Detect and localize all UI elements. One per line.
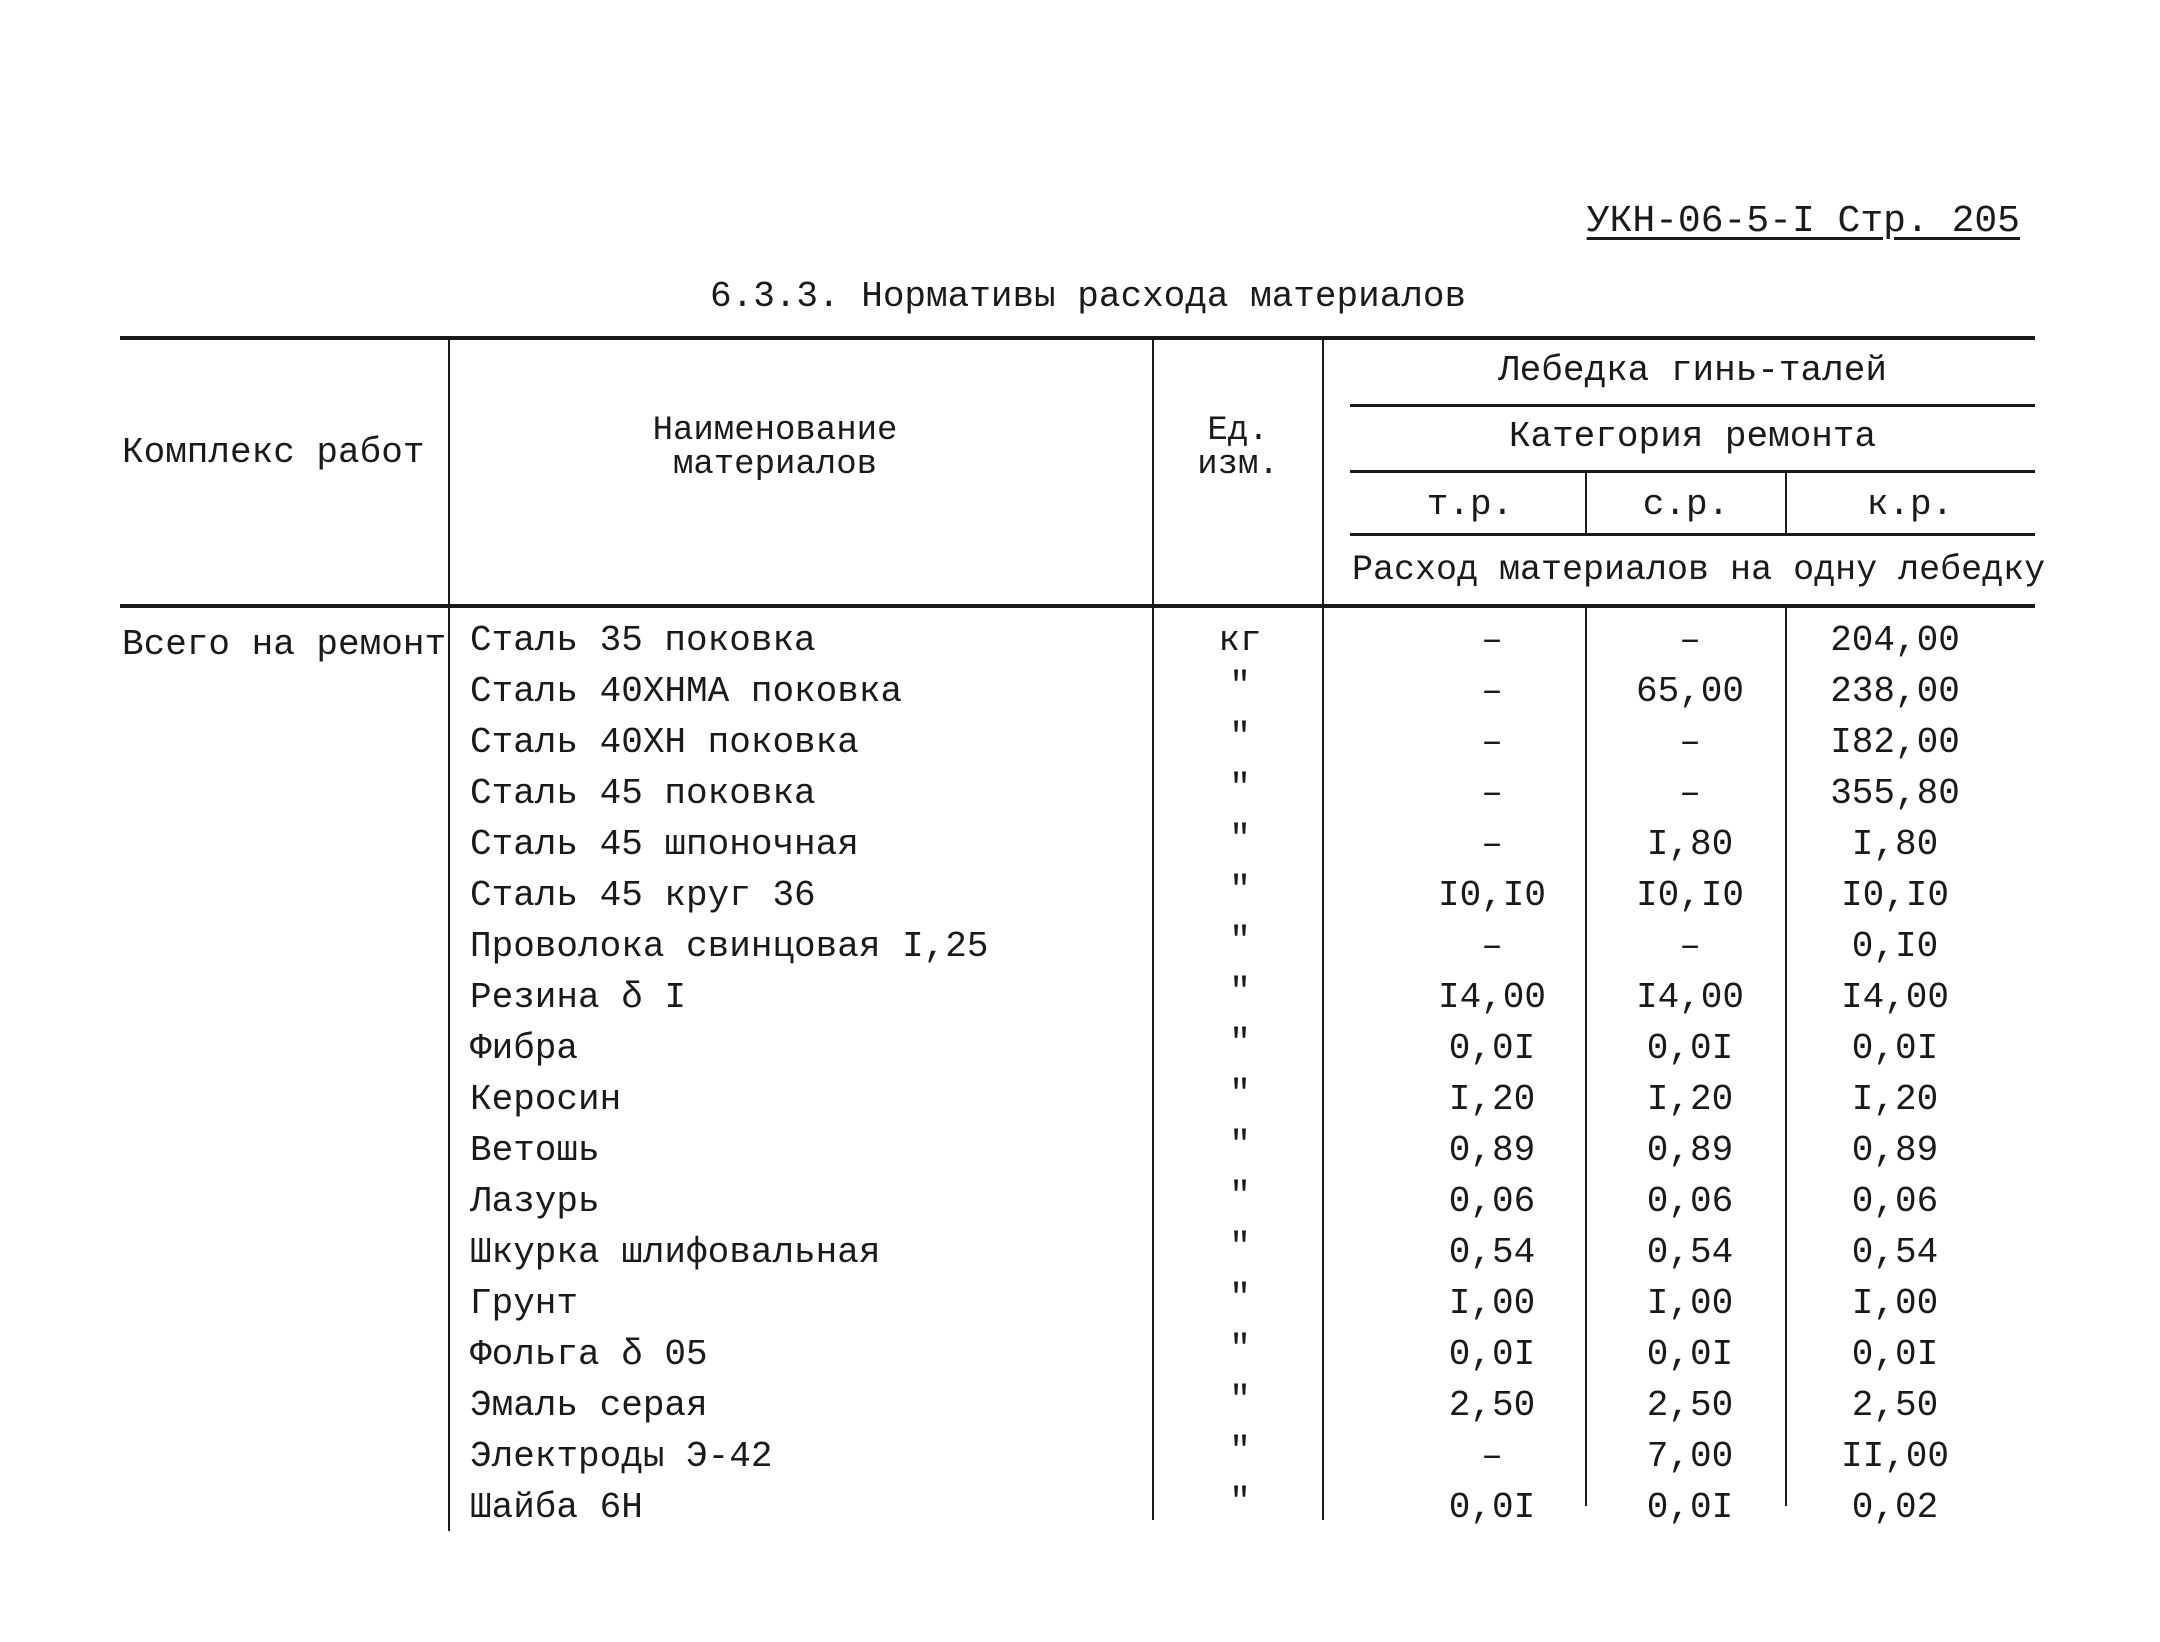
- row-8-tr: 0,0I: [1448, 1028, 1536, 1069]
- row-2-unit: ": [1229, 717, 1251, 758]
- row-17-unit: ": [1229, 1482, 1251, 1523]
- row-9-sr: I,20: [1646, 1079, 1734, 1120]
- row-17-kr: 0,02: [1851, 1487, 1939, 1528]
- row-7-name: Резина δ I: [470, 977, 687, 1018]
- row-5-name: Сталь 45 круг 36: [470, 875, 816, 916]
- row-4-name: Сталь 45 шпоночная: [470, 824, 859, 865]
- column-divider-4-upper: [1585, 472, 1587, 534]
- table-top-rule: [120, 336, 2035, 340]
- row-3-kr: 355,80: [1830, 773, 1960, 814]
- row-15-sr: 2,50: [1646, 1385, 1734, 1426]
- row-11-unit: ": [1229, 1176, 1251, 1217]
- row-6-tr: –: [1481, 926, 1503, 967]
- column-divider-1: [448, 336, 450, 1531]
- row-2-tr: –: [1481, 722, 1503, 763]
- row-10-sr: 0,89: [1646, 1130, 1734, 1171]
- row-9-kr: I,20: [1851, 1079, 1939, 1120]
- row-3-tr: –: [1481, 773, 1503, 814]
- row-12-tr: 0,54: [1448, 1232, 1536, 1273]
- header-category: Категория ремонта: [1508, 416, 1877, 457]
- row-3-unit: ": [1229, 768, 1251, 809]
- row-16-sr: 7,00: [1646, 1436, 1734, 1477]
- row-12-unit: ": [1229, 1227, 1251, 1268]
- subcolumn-divider-rule: [1350, 533, 2035, 536]
- row-8-name: Фибра: [470, 1028, 579, 1069]
- row-0-tr: –: [1481, 620, 1503, 661]
- row-1-unit: ": [1229, 666, 1251, 707]
- row-9-name: Керосин: [470, 1079, 622, 1120]
- row-6-unit: ": [1229, 921, 1251, 962]
- header-consumption: Расход материалов на одну лебедку: [1352, 550, 2046, 590]
- row-9-unit: ": [1229, 1074, 1251, 1115]
- row-5-unit: ": [1229, 870, 1251, 911]
- group-divider-rule: [1350, 404, 2035, 407]
- row-14-tr: 0,0I: [1448, 1334, 1536, 1375]
- row-7-sr: I4,00: [1635, 977, 1745, 1018]
- row-10-name: Ветошь: [470, 1130, 600, 1171]
- row-10-tr: 0,89: [1448, 1130, 1536, 1171]
- row-17-name: Шайба 6Н: [470, 1487, 643, 1528]
- row-15-name: Эмаль серая: [470, 1385, 708, 1426]
- row-13-kr: I,00: [1851, 1283, 1939, 1324]
- row-11-name: Лазурь: [470, 1181, 600, 1222]
- complex-value: Всего на ремонт: [122, 624, 447, 665]
- row-0-sr: –: [1679, 620, 1701, 661]
- row-14-unit: ": [1229, 1329, 1251, 1370]
- row-5-kr: I0,I0: [1840, 875, 1950, 916]
- row-9-tr: I,20: [1448, 1079, 1536, 1120]
- row-10-kr: 0,89: [1851, 1130, 1939, 1171]
- column-divider-5-upper: [1785, 472, 1787, 534]
- header-tr: т.р.: [1426, 484, 1514, 525]
- row-13-unit: ": [1229, 1278, 1251, 1319]
- row-14-sr: 0,0I: [1646, 1334, 1734, 1375]
- row-15-tr: 2,50: [1448, 1385, 1536, 1426]
- row-11-tr: 0,06: [1448, 1181, 1536, 1222]
- row-7-tr: I4,00: [1437, 977, 1547, 1018]
- row-13-tr: I,00: [1448, 1283, 1536, 1324]
- row-2-sr: –: [1679, 722, 1701, 763]
- row-4-unit: ": [1229, 819, 1251, 860]
- row-0-kr: 204,00: [1830, 620, 1960, 661]
- row-17-sr: 0,0I: [1646, 1487, 1734, 1528]
- row-16-unit: ": [1229, 1431, 1251, 1472]
- row-2-kr: I82,00: [1830, 722, 1960, 763]
- row-11-sr: 0,06: [1646, 1181, 1734, 1222]
- row-17-tr: 0,0I: [1448, 1487, 1536, 1528]
- row-8-unit: ": [1229, 1023, 1251, 1064]
- header-material-line2: материалов: [672, 446, 878, 484]
- document-code: УКН-06-5-I Стр. 205: [1586, 200, 2020, 243]
- row-6-sr: –: [1679, 926, 1701, 967]
- row-16-kr: II,00: [1840, 1436, 1950, 1477]
- row-0-unit: кг: [1218, 620, 1262, 661]
- row-4-tr: –: [1481, 824, 1503, 865]
- row-5-tr: I0,I0: [1437, 875, 1547, 916]
- row-3-sr: –: [1679, 773, 1701, 814]
- header-unit-line1: Ед.: [1207, 412, 1269, 450]
- header-sr: с.р.: [1642, 484, 1730, 525]
- header-unit-line2: изм.: [1197, 446, 1279, 484]
- row-14-kr: 0,0I: [1851, 1334, 1939, 1375]
- category-divider-rule: [1350, 470, 2035, 473]
- row-4-sr: I,80: [1646, 824, 1734, 865]
- row-13-sr: I,00: [1646, 1283, 1734, 1324]
- header-material-line1: Наименование: [652, 412, 898, 450]
- row-2-name: Сталь 40ХН поковка: [470, 722, 859, 763]
- row-15-kr: 2,50: [1851, 1385, 1939, 1426]
- row-16-name: Электроды Э-42: [470, 1436, 773, 1477]
- row-7-unit: ": [1229, 972, 1251, 1013]
- header-kr: к.р.: [1866, 484, 1954, 525]
- row-12-sr: 0,54: [1646, 1232, 1734, 1273]
- row-16-tr: –: [1481, 1436, 1503, 1477]
- row-10-unit: ": [1229, 1125, 1251, 1166]
- row-8-kr: 0,0I: [1851, 1028, 1939, 1069]
- row-6-name: Проволока свинцовая I,25: [470, 926, 989, 967]
- row-12-kr: 0,54: [1851, 1232, 1939, 1273]
- row-8-sr: 0,0I: [1646, 1028, 1734, 1069]
- table-title: 6.3.3. Нормативы расхода материалов: [710, 276, 1467, 317]
- row-1-name: Сталь 40ХНМА поковка: [470, 671, 903, 712]
- row-14-name: Фольга δ 05: [470, 1334, 708, 1375]
- header-group: Лебедка гинь-талей: [1498, 350, 1887, 391]
- row-13-name: Грунт: [470, 1283, 579, 1324]
- row-3-name: Сталь 45 поковка: [470, 773, 816, 814]
- row-5-sr: I0,I0: [1635, 875, 1745, 916]
- row-1-sr: 65,00: [1635, 671, 1745, 712]
- header-complex: Комплекс работ: [122, 432, 425, 473]
- row-11-kr: 0,06: [1851, 1181, 1939, 1222]
- row-4-kr: I,80: [1851, 824, 1939, 865]
- row-1-kr: 238,00: [1830, 671, 1960, 712]
- row-15-unit: ": [1229, 1380, 1251, 1421]
- row-1-tr: –: [1481, 671, 1503, 712]
- row-7-kr: I4,00: [1840, 977, 1950, 1018]
- row-6-kr: 0,I0: [1851, 926, 1939, 967]
- row-12-name: Шкурка шлифовальная: [470, 1232, 881, 1273]
- row-0-name: Сталь 35 поковка: [470, 620, 816, 661]
- header-bottom-rule: [120, 604, 2035, 608]
